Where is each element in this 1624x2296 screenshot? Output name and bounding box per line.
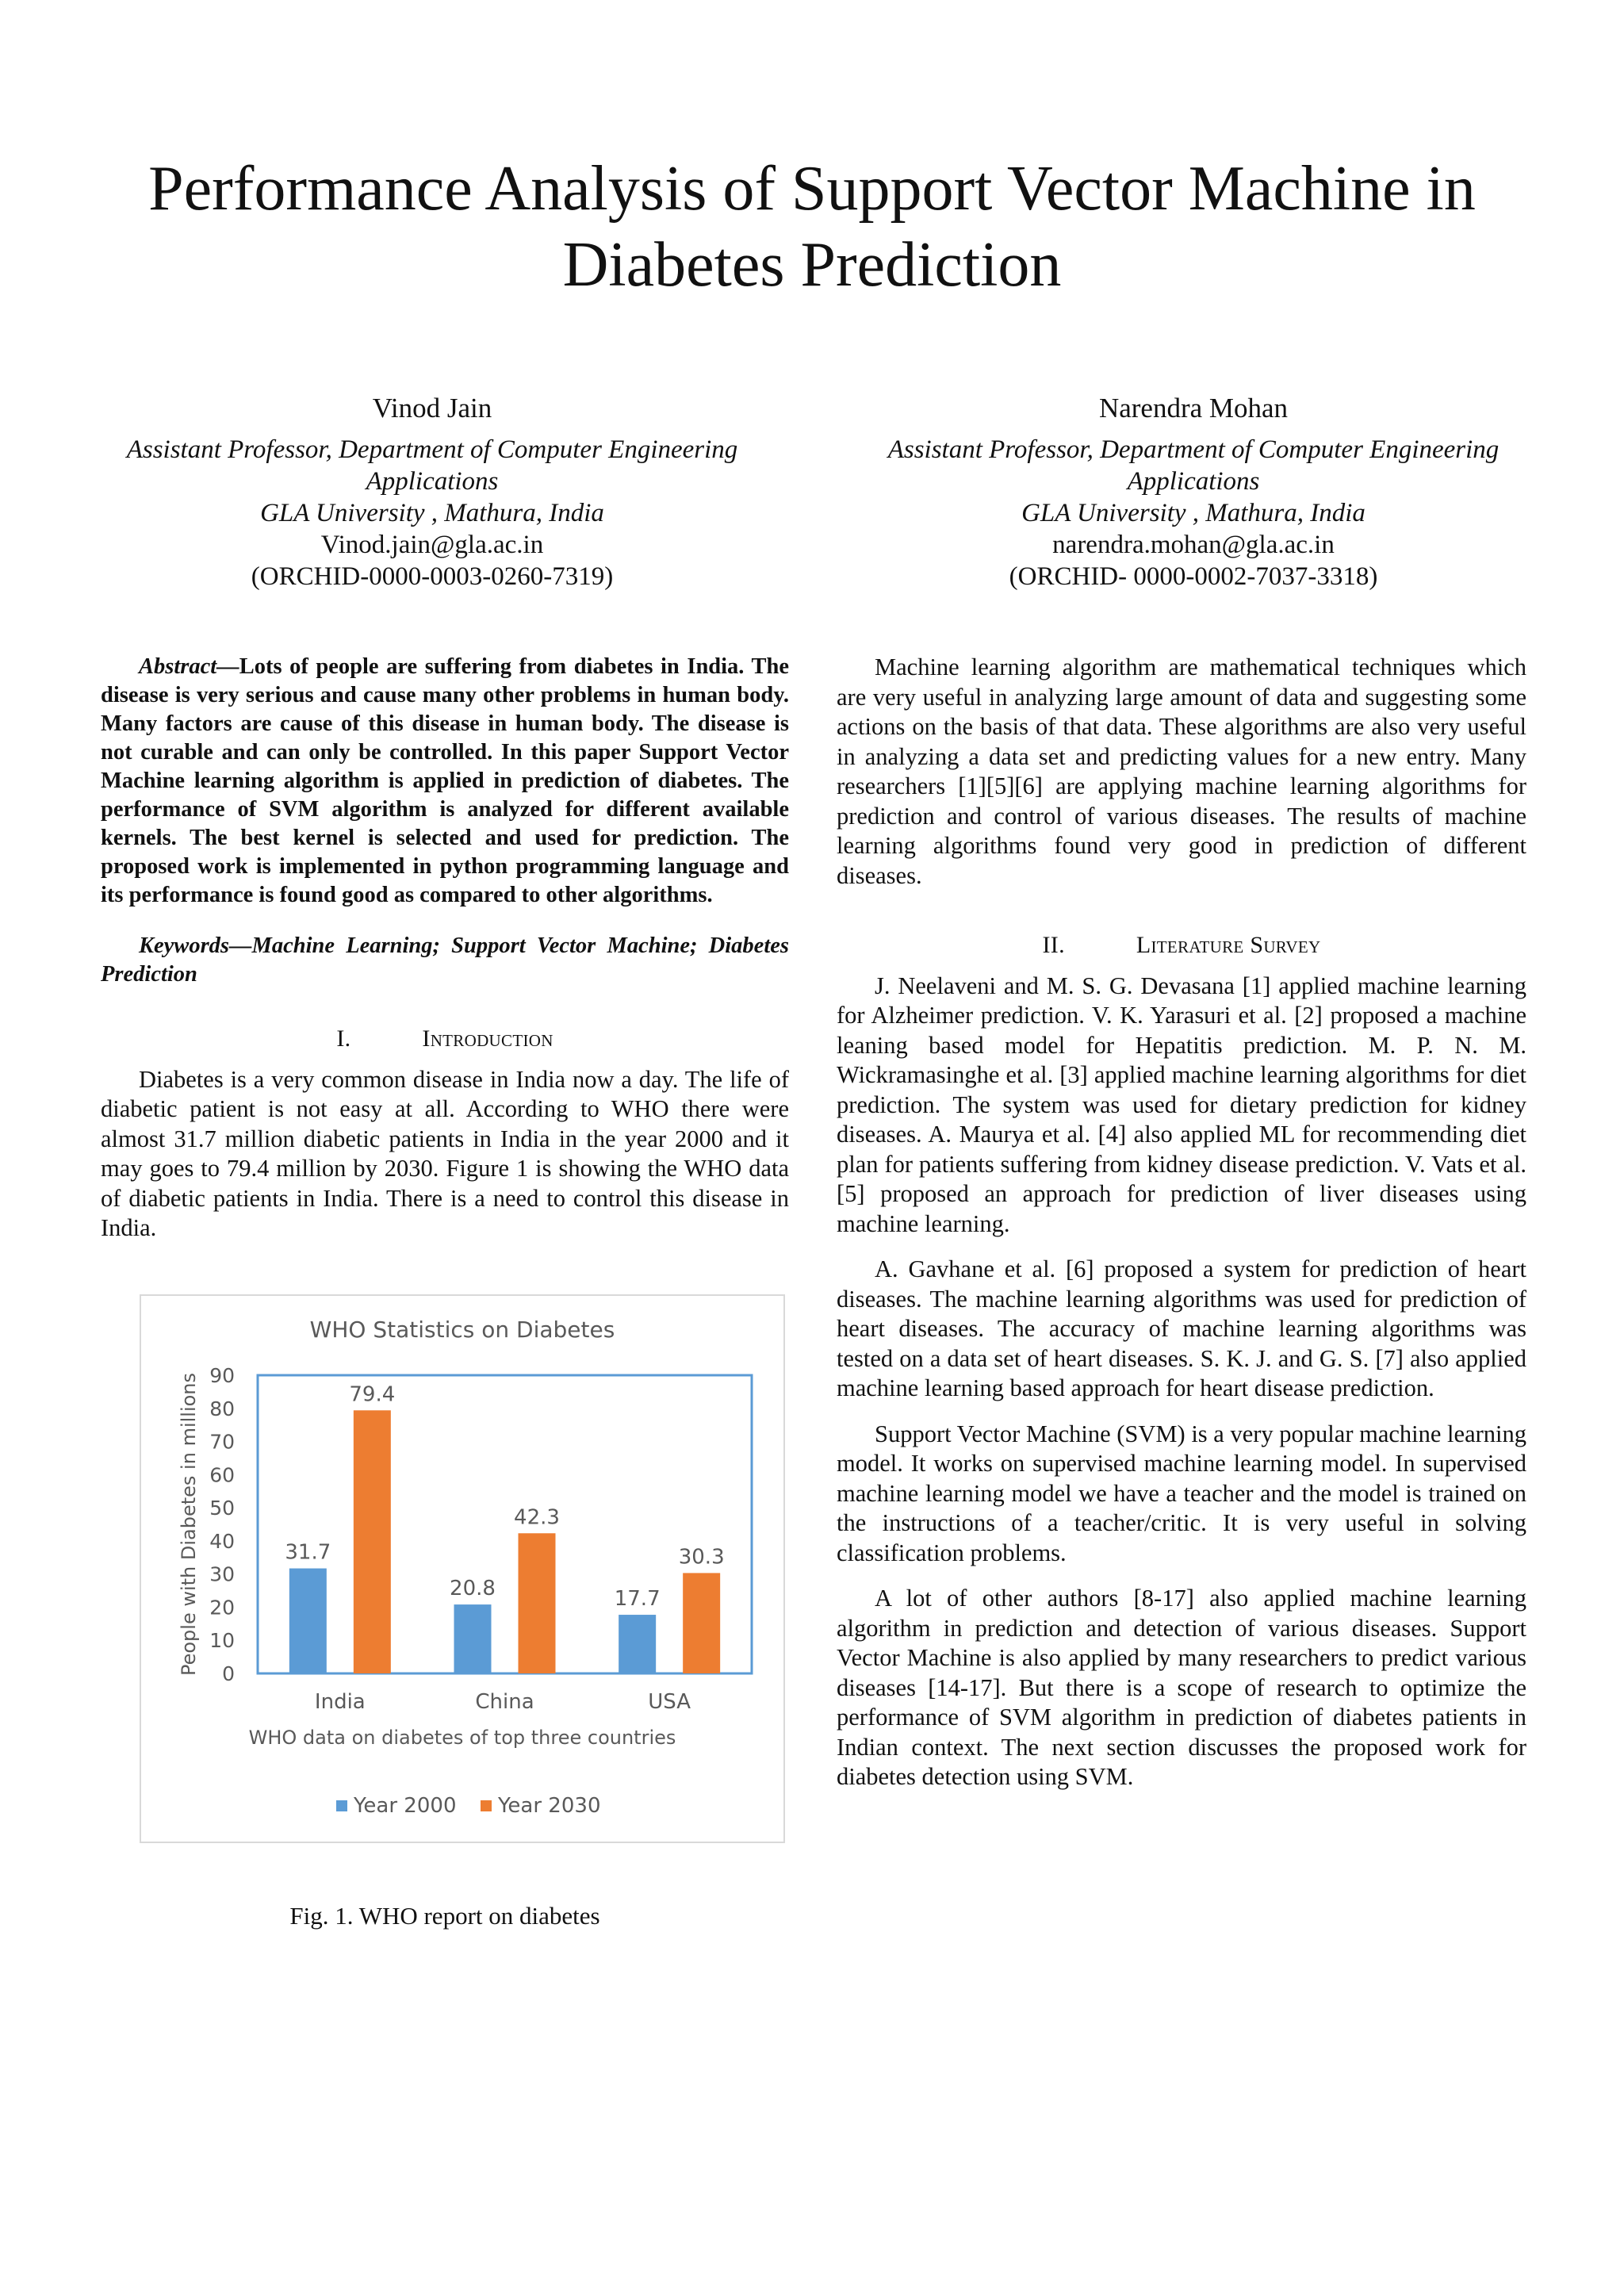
author-name: Vinod Jain bbox=[372, 393, 492, 424]
plot-area-border bbox=[258, 1375, 752, 1673]
x-tick-label: China bbox=[475, 1690, 534, 1714]
literature-paragraph: Support Vector Machine (SVM) is a very popular machine learning model. It works on supervised machine learning model. In supervised machine learning model we have a teacher and the model is trained on the instructions of a teacher/critic. It is very useful in solving classification problems. bbox=[837, 1420, 1526, 1566]
bar-china-year-2000 bbox=[454, 1604, 492, 1673]
section-title: Literature Survey bbox=[1136, 932, 1321, 958]
bar-chart bbox=[141, 1296, 783, 1842]
y-tick-label: 50 bbox=[209, 1497, 235, 1520]
y-tick-label: 10 bbox=[209, 1629, 235, 1653]
literature-paragraph: A. Gavhane et al. [6] proposed a system for prediction of heart diseases. The machine learning algorithms was used for prediction of heart diseases. The accuracy of machine learning algorithms was tested on a data set of heart diseases. S. K. J. and G. S. [7] also applied machine learning based approach for heart disease prediction. bbox=[837, 1255, 1526, 1401]
section-number: I. bbox=[336, 1025, 351, 1052]
author-orcid: (ORCHID- 0000-0002-7037-3318) bbox=[1009, 562, 1378, 591]
section-heading-introduction bbox=[101, 1024, 789, 1054]
legend-label: Year 2030 bbox=[498, 1794, 601, 1818]
section-title: Introduction bbox=[422, 1025, 553, 1052]
figure-caption: Fig. 1. WHO report on diabetes bbox=[289, 1902, 600, 1930]
data-label: 42.3 bbox=[514, 1505, 560, 1530]
author-affiliation: Assistant Professor, Department of Computer Engineering bbox=[887, 435, 1500, 464]
data-label: 17.7 bbox=[614, 1587, 661, 1612]
y-tick-label: 40 bbox=[209, 1529, 235, 1553]
y-tick-label: 0 bbox=[222, 1662, 235, 1685]
bar-china-year-2030 bbox=[519, 1533, 556, 1673]
author-email[interactable]: Vinod.jain@gla.ac.in bbox=[320, 531, 544, 559]
data-label: 30.3 bbox=[678, 1545, 725, 1570]
author-affiliation-cont: Applications bbox=[1127, 467, 1260, 496]
bar-usa-year-2000 bbox=[619, 1615, 656, 1673]
data-label: 79.4 bbox=[349, 1382, 396, 1407]
author-university: GLA University , Mathura, India bbox=[1021, 499, 1365, 527]
y-tick-label: 70 bbox=[209, 1430, 235, 1454]
author-affiliation-cont: Applications bbox=[366, 467, 499, 496]
author-name: Narendra Mohan bbox=[1098, 393, 1289, 424]
y-tick-label: 30 bbox=[209, 1562, 235, 1586]
data-label: 31.7 bbox=[285, 1540, 331, 1565]
author-affiliation: Assistant Professor, Department of Computer Engineering bbox=[126, 435, 738, 464]
legend-swatch bbox=[336, 1800, 347, 1811]
y-tick-label: 20 bbox=[209, 1596, 235, 1619]
keywords bbox=[101, 932, 789, 989]
x-tick-label: India bbox=[314, 1690, 366, 1714]
bar-india-year-2030 bbox=[354, 1410, 391, 1673]
keywords-text: Machine Learning; Support Vector Machine; Diabetes Prediction bbox=[101, 933, 789, 987]
author-email[interactable]: narendra.mohan@gla.ac.in bbox=[1052, 531, 1335, 559]
x-axis-label: WHO data on diabetes of top three countries bbox=[248, 1727, 676, 1749]
section-number: II. bbox=[1042, 932, 1065, 958]
literature-paragraph: J. Neelaveni and M. S. G. Devasana [1] applied machine learning for Alzheimer prediction. V. K. Yarasuri et al. [2] proposed a machine leaning based model for Hepatitis prediction. M. P. N. M. Wickramasinghe et al. [3] applied machine learning algorithms for diet prediction. The system was used for dietary prediction for kidney diseases. A. Maurya et al. [4] also applied ML for recommending diet plan for patients suffering from kidney disease prediction. V. Vats et al. [5] proposed an approach for prediction of liver diseases using machine learning. bbox=[837, 972, 1526, 1237]
bar-usa-year-2030 bbox=[683, 1573, 720, 1673]
y-tick-label: 80 bbox=[209, 1397, 235, 1420]
paper-title-line-1: Performance Analysis of Support Vector Machine in bbox=[148, 154, 1476, 224]
abstract-label: Abstract— bbox=[139, 654, 239, 679]
y-axis-label: People with Diabetes in millions bbox=[178, 1372, 200, 1677]
right-column bbox=[837, 653, 1526, 1808]
literature-paragraph: A lot of other authors [8-17] also applied machine learning algorithm in prediction and detection of various diseases. Support Vector Machine is also applied by many researchers to predict various diseases [14-17]. But there is a scope of research to optimize the performance of SVM algorithm in prediction of diabetes patients in Indian context. The next section discusses the proposed work for diabetes detection using SVM. bbox=[837, 1585, 1526, 1790]
author-orcid: (ORCHID-0000-0003-0260-7319) bbox=[251, 562, 614, 591]
chart-title: WHO Statistics on Diabetes bbox=[309, 1317, 615, 1343]
left-column bbox=[101, 653, 789, 1259]
body-paragraph: Machine learning algorithm are mathematical techniques which are very useful in analyzing large amount of data and suggesting some actions on the basis of that data. These algorithms are also very useful in analyzing a data set and predicting values for a new entry. Many researchers [1][5][6] are applying machine learning algorithms for prediction and control of various diseases. The results of machine learning algorithms found very good in prediction of different diseases. bbox=[837, 654, 1526, 889]
abstract bbox=[101, 653, 789, 910]
author-block-2 bbox=[837, 393, 1550, 592]
abstract-text: Lots of people are suffering from diabetes in India. The disease is very serious and cause many other problems in human body. Many factors are cause of this disease in human body. The disease is not curable and can only be controlled. In this paper Support Vector Machine learning algorithm is applied in prediction of diabetes. The performance of SVM algorithm is analyzed for different available kernels. The best kernel is selected and used for prediction. The proposed work is implemented in python programming language and its performance is found good as compared to other algorithms. bbox=[101, 654, 789, 907]
section-heading-literature-survey bbox=[837, 930, 1526, 960]
keywords-label: Keywords— bbox=[139, 933, 252, 958]
y-tick-label: 60 bbox=[209, 1463, 235, 1487]
y-tick-label: 90 bbox=[209, 1364, 235, 1387]
paper-title-line-2: Diabetes Prediction bbox=[562, 230, 1062, 300]
legend-label: Year 2000 bbox=[354, 1794, 457, 1818]
author-university: GLA University , Mathura, India bbox=[260, 499, 604, 527]
bar-india-year-2000 bbox=[289, 1569, 327, 1673]
figure-who-chart bbox=[140, 1294, 785, 1843]
data-label: 20.8 bbox=[450, 1577, 496, 1601]
paper-title bbox=[0, 151, 1624, 303]
x-tick-label: USA bbox=[648, 1690, 691, 1714]
legend-swatch bbox=[481, 1800, 492, 1811]
intro-paragraph: Diabetes is a very common disease in India now a day. The life of diabetic patient is not easy at all. According to WHO there were almost 31.7 million diabetic patients in India in the year 2000 and it may goes to 79.4 million by 2030. Figure 1 is showing the WHO data of diabetic patients in India. There is a need to control this disease in India. bbox=[101, 1065, 789, 1241]
author-block-1 bbox=[75, 393, 789, 592]
